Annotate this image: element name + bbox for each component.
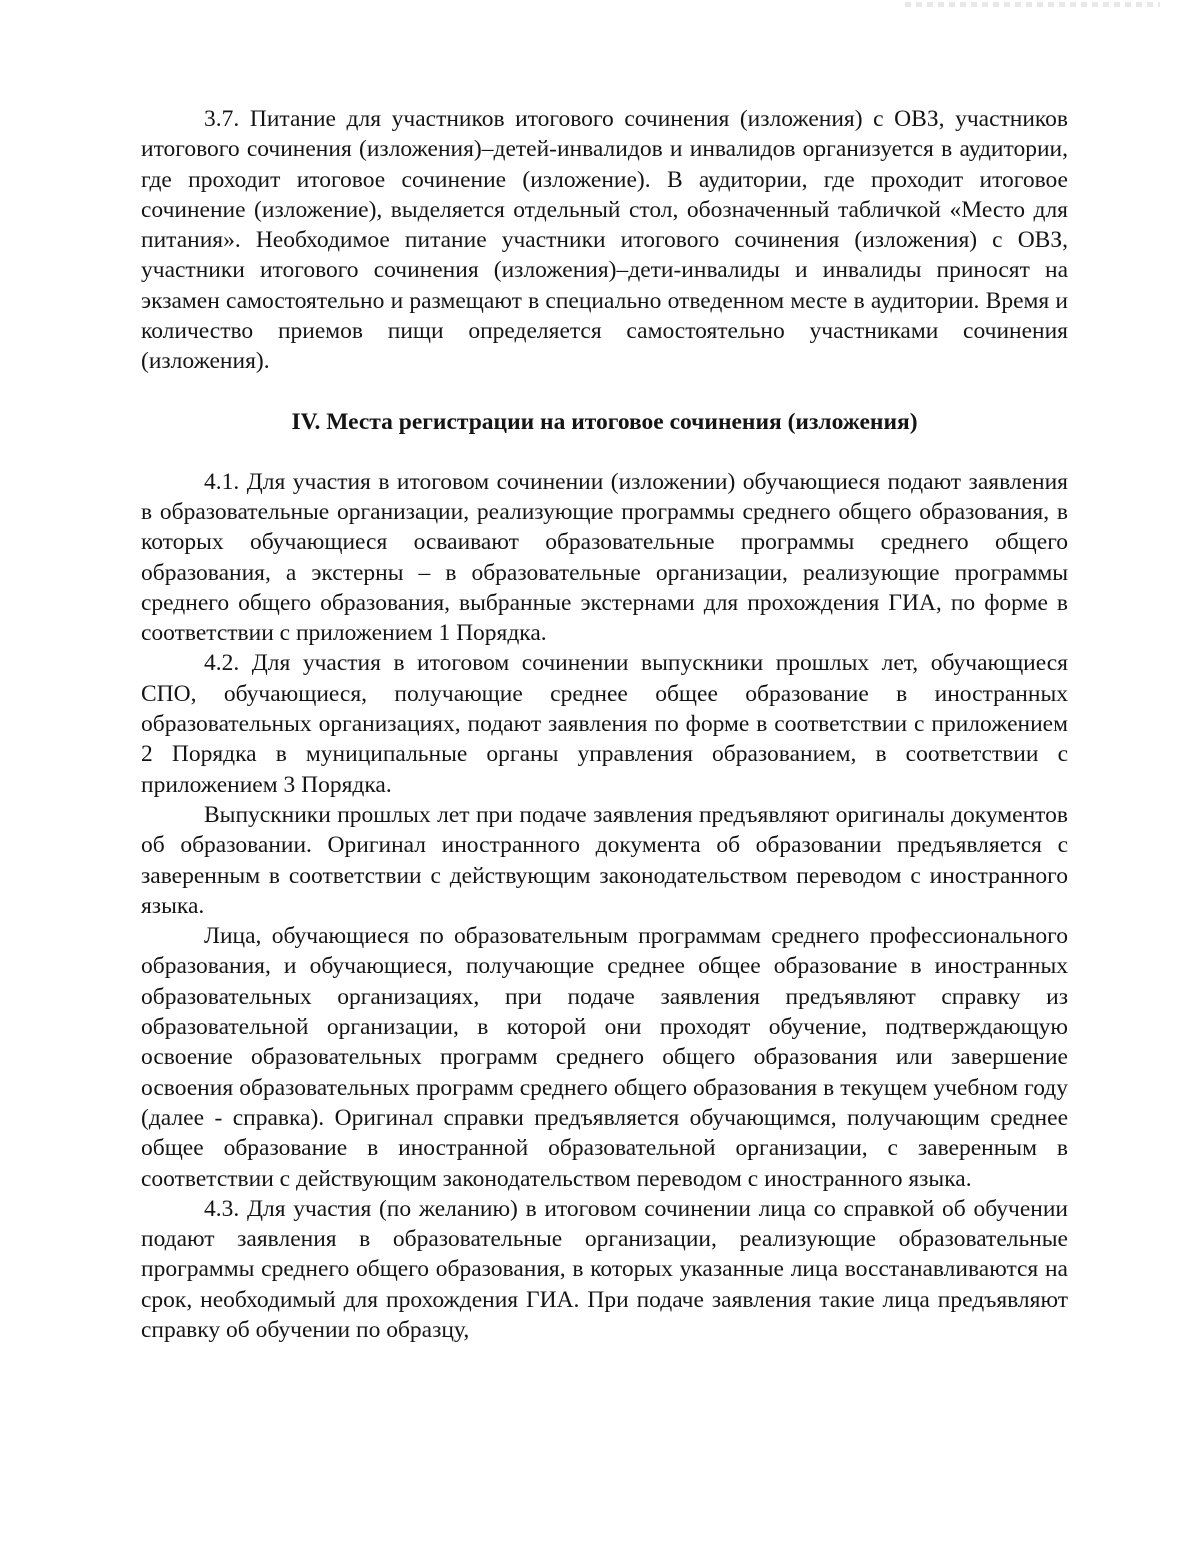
scan-artifact	[905, 2, 1160, 7]
paragraph-4-1: 4.1. Для участия в итоговом сочинении (изложении) обучающиеся подают заявления в образовательные организации, реализующие программы среднего общего образования, в которых обучающиеся осваивают образовательные программы среднего общего образования, а экстерны – в образовательные организации, реализующие программы среднего общего образования, выбранные экстернами для прохождения ГИА, по форме в соответствии с приложением 1 Порядка.	[141, 468, 1068, 647]
paragraph-3-7: 3.7. Питание для участников итогового сочинения (изложения) с ОВЗ, участников итогового сочинения (изложения)–детей-инвалидов и инвалидов организуется в аудитории, где проходит итоговое сочинение (изложение). В аудитории, где проходит итоговое сочинение (изложение), выделяется отдельный стол, обозначенный табличкой «Место для питания». Необходимое питание участники итогового сочинения (изложения) с ОВЗ, участники итогового сочинения (изложения)–дети-инвалиды и инвалиды приносят на экзамен самостоятельно и размещают в специально отведенном месте в аудитории. Время и количество приемов пищи определяется самостоятельно участниками сочинения (изложения).	[141, 106, 1068, 375]
paragraph-students: Лица, обучающиеся по образовательным программам среднего профессионального образования, и обучающиеся, получающие среднее общее образование в иностранных образовательных организациях, при подаче заявления предъявляют справку из образовательной организации, в которой они проходят обучение, подтверждающую освоение образовательных программ среднего общего образования или завершение освоения образовательных программ среднего общего образования в текущем учебном году (далее - справка). Оригинал справки предъявляется обучающимся, получающим среднее общее образование в иностранной образовательной организации, с заверенным в соответствии с действующим законодательством переводом с иностранного языка.	[141, 923, 1068, 1192]
document-body	[141, 104, 1068, 1345]
section-heading: IV. Места регистрации на итоговое сочинения (изложения)	[291, 408, 918, 435]
paragraph-graduates: Выпускники прошлых лет при подаче заявления предъявляют оригиналы документов об образовании. Оригинал иностранного документа об образовании предъявляется с заверенным в соответствии с действующим законодательством переводом с иностранного языка.	[141, 801, 1068, 919]
paragraph-4-2: 4.2. Для участия в итоговом сочинении выпускники прошлых лет, обучающиеся СПО, обучающиеся, получающие среднее общее образование в иностранных образовательных организациях, подают заявления по форме в соответствии с приложением 2 Порядка в муниципальные органы управления образованием, в соответствии с приложением 3 Порядка.	[141, 650, 1068, 798]
paragraph-4-3: 4.3. Для участия (по желанию) в итоговом сочинении лица со справкой об обучении подают заявления в образовательные организации, реализующие образовательные программы среднего общего образования, в которых указанные лица восстанавливаются на срок, необходимый для прохождения ГИА. При подаче заявления такие лица предъявляют справку об обучении по образцу,	[141, 1195, 1068, 1343]
